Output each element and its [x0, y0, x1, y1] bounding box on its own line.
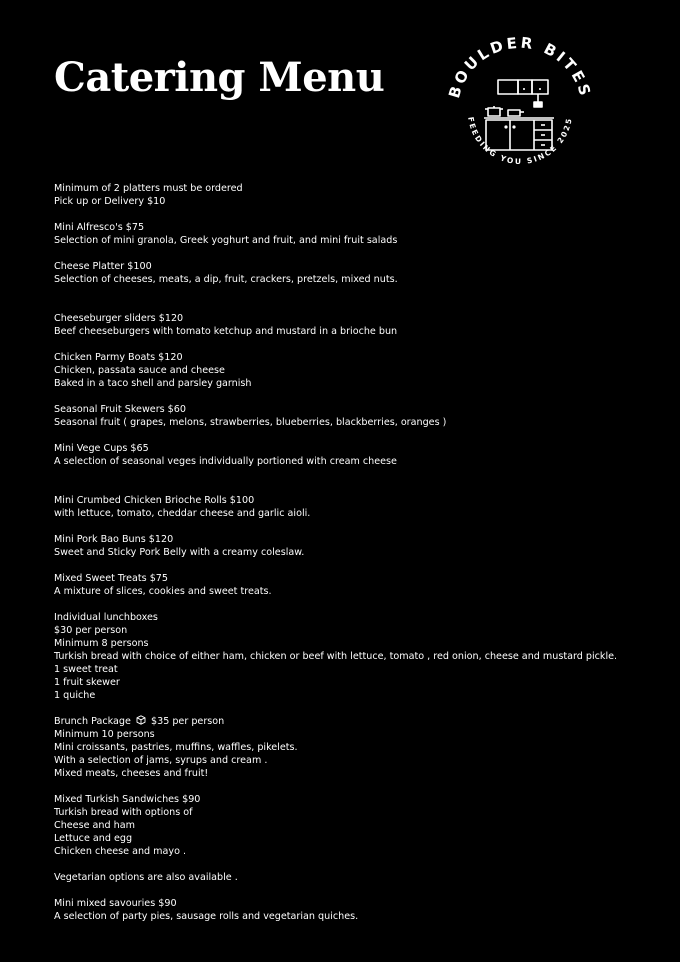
item-alfresco-name: Mini Alfresco's $75 [54, 222, 145, 233]
svg-text:FEEDING YOU SINCE 2025 [466, 116, 574, 166]
boulder-bites-logo [438, 28, 602, 192]
intro-minimum: Minimum of 2 platters must be ordered [54, 183, 243, 194]
item-brunch-name: Brunch Package [54, 716, 131, 727]
item-brunch-price: $35 per person [150, 716, 225, 727]
item-lunchbox-desc: Turkish bread with choice of either ham, chicken or beef with lettuce, tomato , red onion, cheese and mustard pickle. [54, 651, 618, 662]
logo-tagline-text: FEEDING YOU SINCE 2025 [466, 116, 574, 167]
item-rolls-desc: with lettuce, tomato, cheddar cheese and garlic aioli. [54, 508, 311, 519]
item-vege-name: Mini Vege Cups $65 [54, 443, 149, 454]
item-alfresco-desc: Selection of mini granola, Greek yoghurt and fruit, and mini fruit salads [54, 235, 398, 246]
intro-delivery: Pick up or Delivery $10 [54, 196, 166, 207]
item-brunch-desc: Mixed meats, cheeses and fruit! [54, 768, 209, 779]
item-savouries-name: Mini mixed savouries $90 [54, 898, 177, 909]
item-skewers-desc: Seasonal fruit ( grapes, melons, strawberries, blueberries, blackberries, oranges ) [54, 417, 447, 428]
item-sliders-desc: Beef cheeseburgers with tomato ketchup and mustard in a brioche bun [54, 326, 398, 337]
vegetarian-note: Vegetarian options are also available . [54, 872, 238, 883]
page-title: Catering Menu [54, 54, 385, 101]
item-parmy-desc: Baked in a taco shell and parsley garnish [54, 378, 252, 389]
menu-list [54, 182, 654, 923]
item-lunchbox-minimum: Minimum 8 persons [54, 638, 149, 649]
item-brunch-heading [54, 715, 654, 728]
item-sliders-name: Cheeseburger sliders $120 [54, 313, 184, 324]
item-savouries-desc: A selection of party pies, sausage rolls and vegetarian quiches. [54, 911, 359, 922]
item-brunch-desc: With a selection of jams, syrups and cream . [54, 755, 268, 766]
item-rolls-name: Mini Crumbed Chicken Brioche Rolls $100 [54, 495, 255, 506]
item-cheese-name: Cheese Platter $100 [54, 261, 152, 272]
item-brunch-desc: Mini croissants, pastries, muffins, waffles, pikelets. [54, 742, 298, 753]
item-parmy-desc: Chicken, passata sauce and cheese [54, 365, 225, 376]
logo-brand-text: BOULDER BITES [445, 33, 595, 101]
item-lunchbox-include: 1 quiche [54, 690, 96, 701]
item-lunchbox-include: 1 fruit skewer [54, 677, 120, 688]
item-vege-desc: A selection of seasonal veges individually portioned with cream cheese [54, 456, 397, 467]
kitchen-icon [484, 80, 554, 150]
item-treats-desc: A mixture of slices, cookies and sweet treats. [54, 586, 272, 597]
item-sandwiches-desc: Turkish bread with options of [54, 807, 193, 818]
item-cheese-desc: Selection of cheeses, meats, a dip, fruit, crackers, pretzels, mixed nuts. [54, 274, 398, 285]
cube-icon [136, 715, 146, 725]
item-bao-name: Mini Pork Bao Buns $120 [54, 534, 174, 545]
item-bao-desc: Sweet and Sticky Pork Belly with a creamy coleslaw. [54, 547, 305, 558]
item-parmy-name: Chicken Parmy Boats $120 [54, 352, 183, 363]
item-brunch-minimum: Minimum 10 persons [54, 729, 155, 740]
item-sandwiches-name: Mixed Turkish Sandwiches $90 [54, 794, 201, 805]
item-lunchbox-price: $30 per person [54, 625, 128, 636]
item-sandwiches-option: Chicken cheese and mayo . [54, 846, 187, 857]
item-sandwiches-option: Lettuce and egg [54, 833, 133, 844]
item-lunchbox-include: 1 sweet treat [54, 664, 118, 675]
item-sandwiches-option: Cheese and ham [54, 820, 135, 831]
item-treats-name: Mixed Sweet Treats $75 [54, 573, 169, 584]
svg-text:BOULDER BITES [445, 34, 595, 101]
item-skewers-name: Seasonal Fruit Skewers $60 [54, 404, 186, 415]
item-lunchbox-name: Individual lunchboxes [54, 612, 158, 623]
